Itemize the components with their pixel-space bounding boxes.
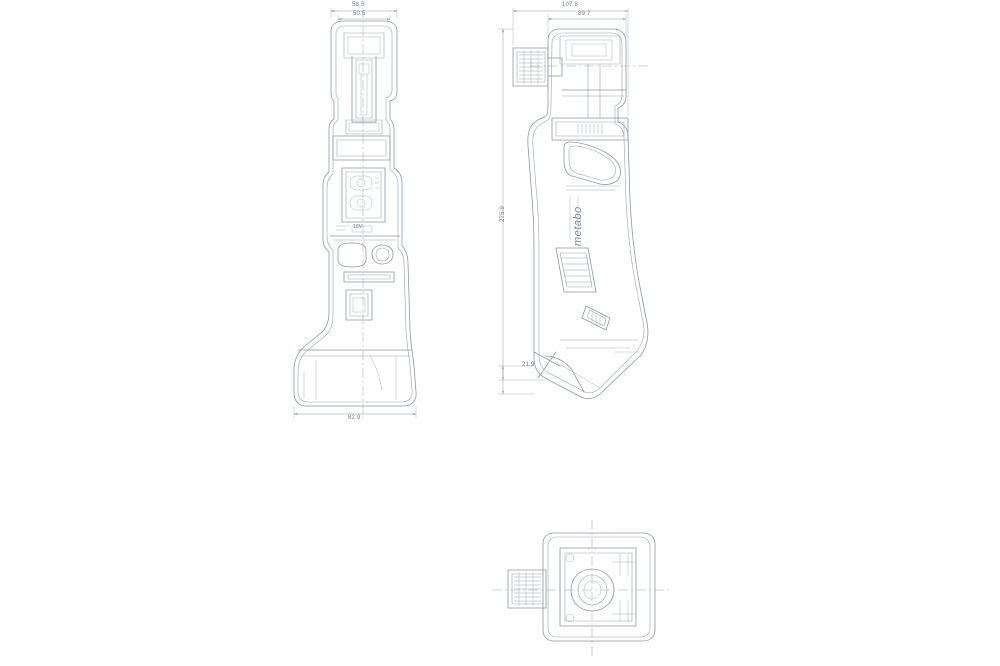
dim-side-foot-depth: 21.9 [522, 362, 535, 368]
dim-front-top-inner: 50.5 [353, 11, 366, 17]
dim-front-top-overall: 58.5 [352, 2, 365, 8]
top-view-geometry [492, 520, 672, 658]
dim-side-top-inner: 89.7 [578, 11, 591, 17]
front-view-geometry [294, 8, 416, 418]
dim-front-bottom-width: 82.9 [348, 415, 361, 421]
label-front-battery-mark: 18V [353, 224, 363, 230]
brand-logo-text: metabo [572, 206, 584, 246]
dim-side-height: 275.9 [500, 205, 506, 222]
dim-side-top-overall: 107.8 [562, 2, 579, 8]
